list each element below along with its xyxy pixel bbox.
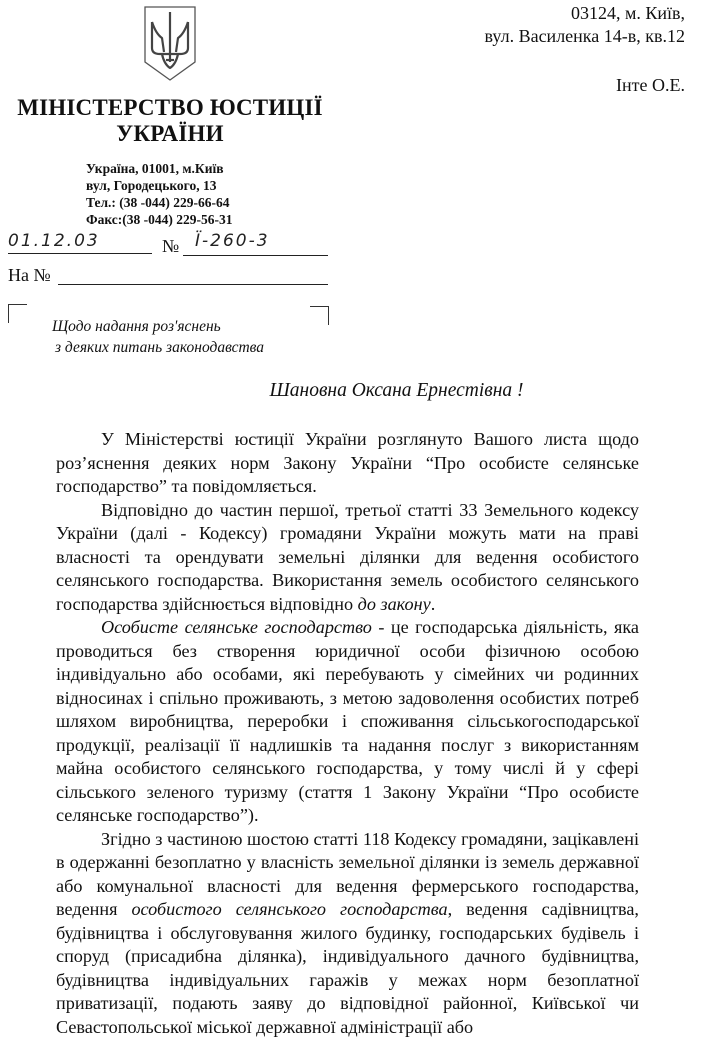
greeting: Шановна Оксана Ернестівна ! bbox=[0, 380, 703, 402]
ministry-contact-block bbox=[86, 160, 233, 228]
paragraph-2-text: Відповідно до частин першої, третьої статті 33 Земельного кодексу України (далі - Кодексу) громадяни України можуть мати на праві власності та орендувати земельні ділянки для ведення особистого селянського господарства. Використання земель особистого селянського господарства здійснюється відповідно bbox=[56, 500, 639, 614]
subject-block bbox=[52, 316, 264, 358]
ministry-name-line2: УКРАЇНИ bbox=[0, 120, 340, 147]
paragraph-3-text: - це господарська діяльність, яка проводиться без створення юридичної особи фізичною особою індивідуально або особами, які перебувають у сімейних чи родинних відносинах і спільно проживають, з метою задоволення особистих потреб шляхом виробництва, переробки і споживання сільськогосподарської продукції, реалізації її надлишків та надання послуг з використанням майна особистого селянського господарства, у тому числі й у сфері сільського зеленого туризму (стаття 1 Закону України “Про особисте селянське господарство”). bbox=[56, 617, 639, 825]
paragraph-2-emphasis: до закону bbox=[358, 594, 431, 614]
recipient-name: Інте О.Е. bbox=[616, 74, 685, 97]
paragraph-2-end: . bbox=[431, 594, 436, 614]
number-label: № bbox=[162, 236, 179, 257]
paragraph-2 bbox=[56, 499, 639, 617]
paragraph-3 bbox=[56, 616, 639, 828]
paragraph-4-text: Згідно з частиною шостою статті 118 Кодексу громадяни, зацікавлені в одержанні безоплатно у власність земельної ділянки із земель державної або комунальної власності для ведення фермерського господарства, ведення bbox=[56, 829, 639, 920]
subject-line2: з деяких питань законодавства bbox=[52, 337, 264, 358]
letter-body bbox=[56, 428, 639, 1039]
ministry-address-line1: Україна, 01001, м.Київ bbox=[86, 160, 233, 177]
reply-to-label: На № bbox=[8, 265, 51, 286]
paragraph-4-emphasis: особистого селянського господарства bbox=[131, 899, 447, 919]
ministry-name-line1: МІНІСТЕРСТВО ЮСТИЦІЇ bbox=[0, 94, 340, 121]
outgoing-number: Ї-260-3 bbox=[195, 231, 270, 251]
coat-of-arms-emblem bbox=[142, 4, 198, 82]
trident-icon bbox=[142, 4, 198, 82]
ministry-address-line2: вул, Городецького, 13 bbox=[86, 177, 233, 194]
paragraph-4-end: , ведення садівництва, будівництва і обслуговування жилого будинку, господарських будівель і споруд (присадибна ділянка), індивідуального дачного будівництва, будівництва індивідуальних гаражів у межах норм безоплатної приватизації, подають заяву до відповідної районної, Київської чи Севастопольської міської державної адміністрації або bbox=[56, 899, 639, 1037]
outgoing-date: 01.12.03 bbox=[8, 231, 100, 251]
reply-to-underline bbox=[58, 284, 328, 285]
subject-line1: Щодо надання роз'яснень bbox=[52, 316, 264, 337]
ministry-fax: Факс:(38 -044) 229-56-31 bbox=[86, 211, 233, 228]
recipient-address-line1: 03124, м. Київ, bbox=[485, 2, 686, 25]
number-underline bbox=[183, 255, 328, 256]
ministry-phone: Тел.: (38 -044) 229-66-64 bbox=[86, 194, 233, 211]
subject-corner-right bbox=[310, 306, 329, 325]
paragraph-1-text: У Міністерстві юстиції України розглянуто Вашого листа щодо роз’яснення деяких норм Закону України “Про особисте селянське господарство” та повідомляється. bbox=[56, 429, 639, 496]
recipient-address bbox=[485, 2, 686, 48]
paragraph-4 bbox=[56, 828, 639, 1039]
recipient-address-line2: вул. Василенка 14-в, кв.12 bbox=[485, 25, 686, 48]
paragraph-1 bbox=[56, 428, 639, 499]
date-underline bbox=[8, 253, 152, 254]
paragraph-3-term: Особисте селянське господарство bbox=[101, 617, 372, 637]
subject-corner-left bbox=[8, 304, 27, 323]
